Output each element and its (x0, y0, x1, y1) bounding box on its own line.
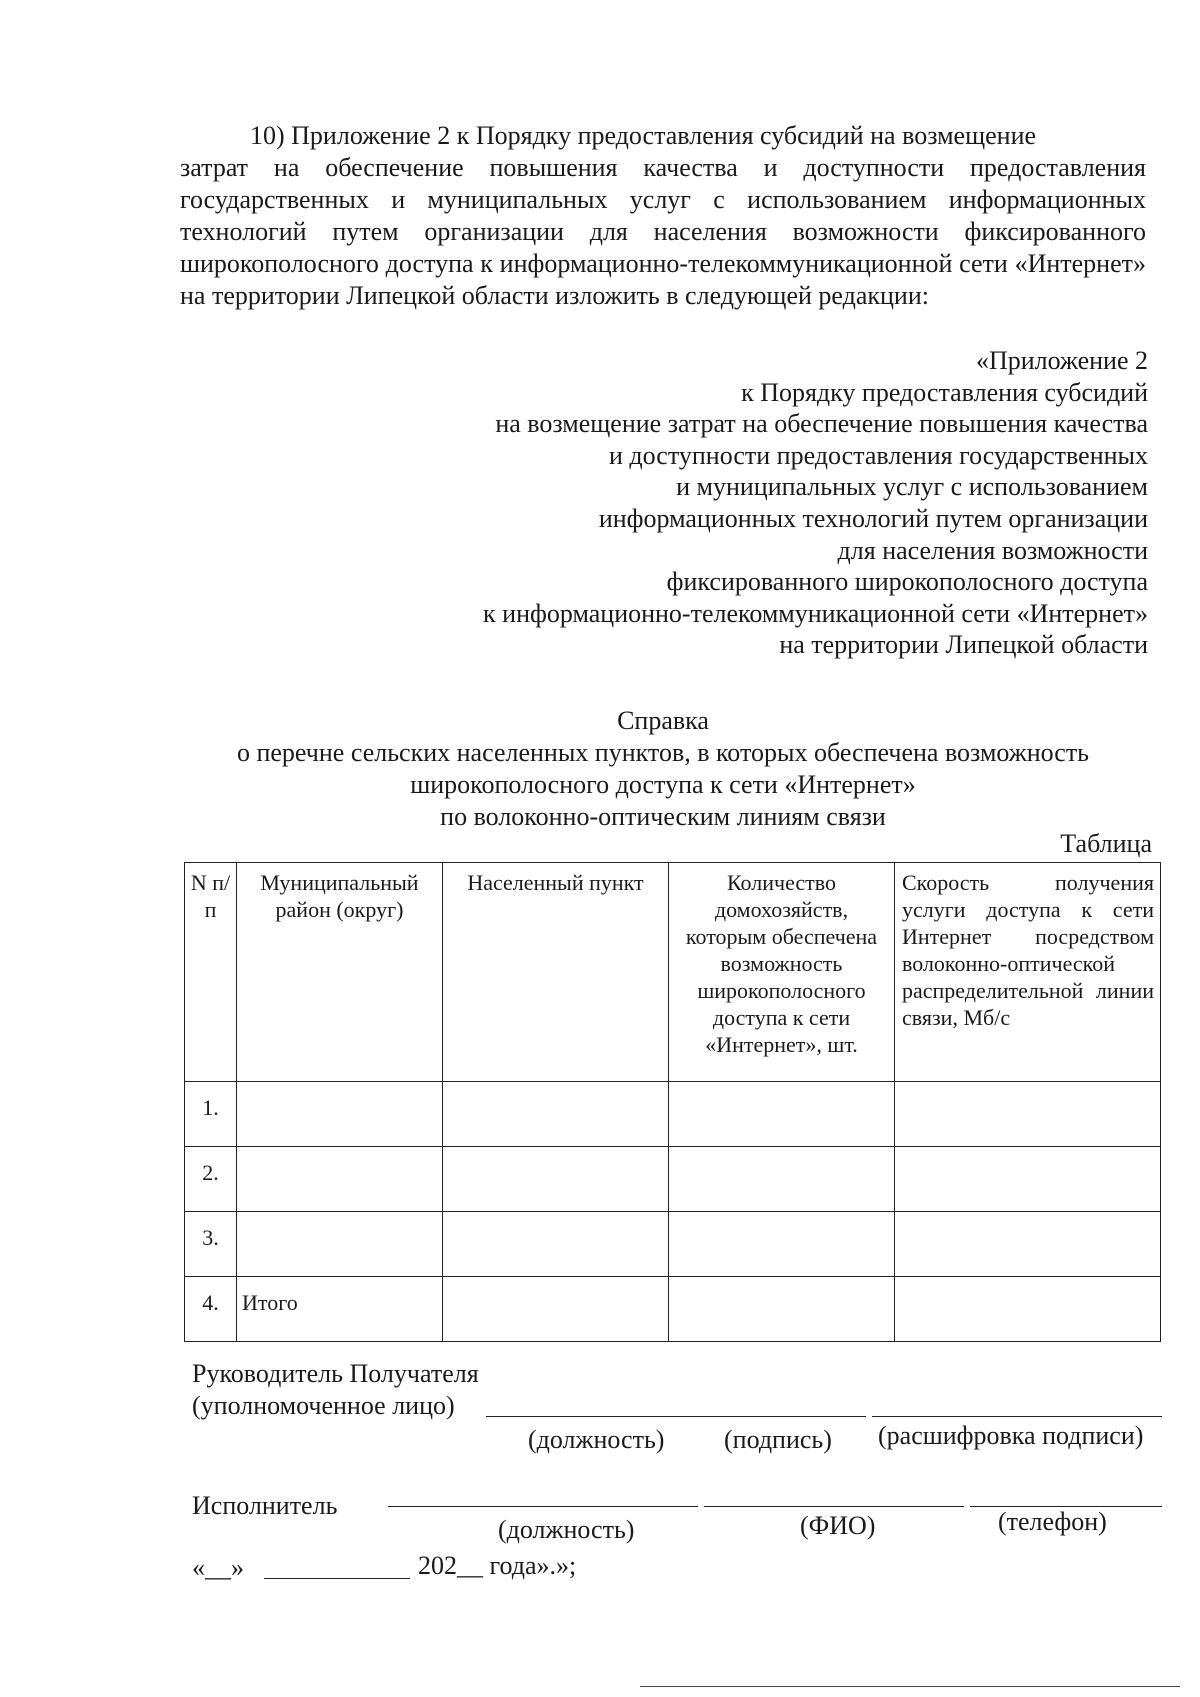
row-district: Итого (237, 1277, 443, 1342)
appendix-line: на территории Липецкой области (779, 630, 1148, 660)
appendix-line: для населения возможности (837, 535, 1148, 565)
appendix-line: к информационно-телекоммуникационной сети «Интернет» (483, 598, 1148, 628)
appendix-line: фиксированного широкополосного доступа (666, 567, 1148, 597)
row-number: 2. (185, 1147, 237, 1212)
executor-line-position (388, 1506, 698, 1507)
table-row (185, 1212, 1161, 1277)
row-number: 3. (185, 1212, 237, 1277)
executor-line-fio (704, 1506, 964, 1507)
signature-line-position (486, 1416, 866, 1417)
row-speed (895, 1212, 1161, 1277)
row-number: 1. (185, 1082, 237, 1147)
appendix-line: и муниципальных услуг с использованием (676, 472, 1148, 502)
authorized-person-label: (уполномоченное лицо) (192, 1391, 455, 1420)
row-number: 4. (185, 1277, 237, 1342)
document-title (180, 705, 1146, 833)
title-line: о перечне сельских населенных пунктов, в которых обеспечена возможность (236, 738, 1090, 767)
table-label: Таблица (1060, 829, 1152, 858)
row-speed (895, 1147, 1161, 1212)
table-row (185, 1147, 1161, 1212)
header-settlement: Населенный пункт (443, 863, 669, 1082)
caption-signature: (подпись) (724, 1425, 832, 1454)
title-heading: Справка (617, 706, 709, 735)
intro-line: 10) Приложение 2 к Порядку предоставления субсидий на возмещение (250, 121, 1037, 150)
executor-label: Исполнитель (192, 1491, 338, 1520)
row-district (237, 1147, 443, 1212)
caption-position: (должность) (528, 1425, 665, 1454)
header-speed: Скорость получения услуги доступа к сети Интернет посредством волоконно-оптической распределительной линии связи, Мб/с (895, 863, 1161, 1082)
header-district: Муниципальный район (округ) (237, 863, 443, 1082)
table-row-total (185, 1277, 1161, 1342)
header-number: N п/п (185, 863, 237, 1082)
row-households (669, 1212, 895, 1277)
row-speed (895, 1082, 1161, 1147)
row-households (669, 1277, 895, 1342)
title-line: по волоконно-оптическим линиям связи (440, 802, 886, 831)
date-month-line (264, 1578, 410, 1579)
caption-exec-position: (должность) (498, 1515, 635, 1544)
appendix-line: информационных технологий путем организации (598, 503, 1148, 533)
caption-phone: (телефон) (998, 1507, 1107, 1536)
caption-decoding: (расшифровка подписи) (878, 1421, 1144, 1450)
row-households (669, 1082, 895, 1147)
intro-paragraph (180, 120, 1146, 312)
row-district (237, 1082, 443, 1147)
row-settlement (443, 1147, 669, 1212)
row-settlement (443, 1082, 669, 1147)
intro-line: государственных и муниципальных услуг с использованием информационных (180, 185, 1146, 214)
page-bottom-rule (640, 1686, 1180, 1687)
row-district (237, 1212, 443, 1277)
row-households (669, 1147, 895, 1212)
table-row (185, 1082, 1161, 1147)
date-year: 202__ года».»; (418, 1551, 577, 1580)
intro-line: «Интернет» на территории Липецкой области изложить в следующей редакции: (180, 249, 1146, 310)
head-label: Руководитель Получателя (192, 1359, 479, 1388)
row-settlement (443, 1277, 669, 1342)
caption-fio: (ФИО) (800, 1511, 876, 1540)
table-header-row (185, 863, 1161, 1082)
intro-line: технологий путем организации для населения возможности фиксированного (180, 217, 1146, 246)
appendix-line: к Порядку предоставления субсидий (741, 377, 1148, 407)
title-line: широкополосного доступа к сети «Интернет» (410, 770, 916, 799)
header-households: Количество домохозяйств, которым обеспечена возможность широкополосного доступа к сети «Интернет», шт. (669, 863, 895, 1082)
appendix-line: и доступности предоставления государственных (609, 440, 1148, 470)
appendix-line: «Приложение 2 (975, 346, 1148, 375)
row-settlement (443, 1212, 669, 1277)
appendix-heading (388, 345, 1148, 661)
data-table (184, 862, 1161, 1342)
intro-line: затрат на обеспечение повышения качества и доступности предоставления (180, 153, 1146, 182)
appendix-line: на возмещение затрат на обеспечение повышения качества (495, 409, 1148, 439)
date-day: «__» (192, 1553, 244, 1582)
signature-line-decoding (872, 1416, 1162, 1417)
intro-line: широкополосного доступа к информационно-телекоммуникационной сети (180, 249, 1008, 278)
row-speed (895, 1277, 1161, 1342)
